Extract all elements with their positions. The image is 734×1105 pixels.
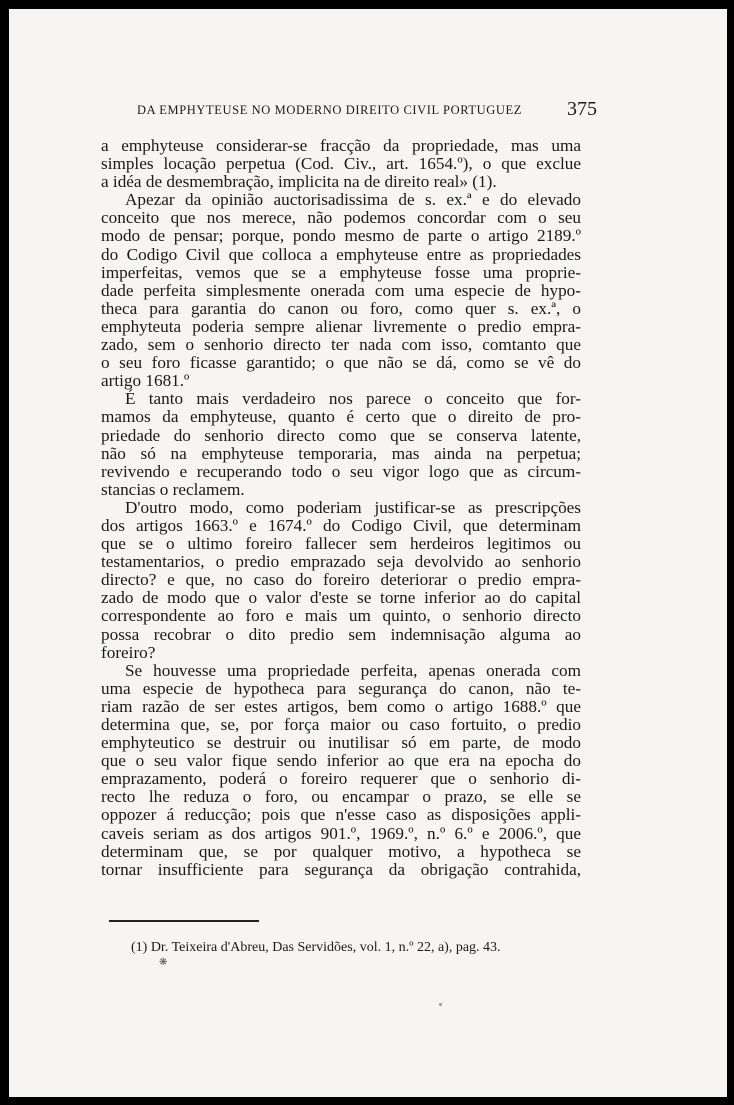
text-line: o seu foro ficasse garantido; o que não se dá, como se vê do [101, 353, 581, 373]
text-line: que o seu valor fique sendo inferior ao que era na epocha do [101, 751, 581, 771]
text-line: uma especie de hypotheca para segurança do canon, não te- [101, 678, 581, 698]
text-line: foreiro? [101, 642, 156, 662]
text-line: Apezar da opinião auctorisadissima de s. ex.ª e do elevado [125, 190, 581, 210]
footnote-rule [109, 920, 259, 922]
running-header [137, 98, 597, 120]
text-line: priedade do senhorio directo como que se conserva latente, [101, 425, 581, 445]
text-line: Se houvesse uma propriedade perfeita, apenas onerada com [125, 660, 581, 680]
text-line: a idéa de desmembração, implicita na de direito real» (1). [101, 172, 497, 192]
asterisk-mark: ❋ [159, 957, 168, 968]
text-line: correspondente ao foro e mais um quinto, o senhorio directo [101, 606, 581, 626]
text-line: dade perfeita simplesmente onerada com uma especie de hypo- [101, 280, 581, 300]
page-number: 375 [567, 98, 597, 120]
text-line: possa recobrar o dito predio sem indemnisação alguma ao [101, 624, 581, 644]
book-page [9, 9, 727, 1097]
text-line: conceito que nos merece, não podemos concordar com o seu [101, 208, 581, 228]
text-line: revivendo e recuperando todo o seu vigor logo que as circum- [101, 461, 581, 481]
text-line: tornar insufficiente para segurança da obrigação contrahida, [101, 859, 581, 879]
text-line: caveis seriam as dos artigos 901.º, 1969.º, n.º 6.º e 2006.º, que [101, 823, 581, 843]
text-line: modo de pensar; porque, pondo mesmo de parte o artigo 2189.º [101, 226, 581, 246]
text-line: D'outro modo, como poderiam justificar-se as prescripções [125, 497, 581, 517]
text-line: a emphyteuse considerar-se fracção da propriedade, mas uma [101, 136, 581, 155]
text-line: oppozer á reducção; pois que n'esse caso as disposições appli- [101, 805, 581, 825]
text-line: recto lhe reduza o foro, ou encampar o prazo, se elle se [101, 787, 581, 807]
text-line: determinam que, se por qualquer motivo, a hypotheca se [101, 841, 581, 861]
text-line: emphyteutico se destruir ou inutilisar só em parte, de modo [101, 733, 581, 753]
text-line: emprazamento, poderá o foreiro requerer que o senhorio di- [101, 769, 581, 789]
text-line: não só na emphyteuse temporaria, mas ainda na perpetua; [101, 443, 581, 463]
text-line: stancias o reclamem. [101, 479, 245, 499]
text-line: simples locação perpetua (Cod. Civ., art. 1654.º), o que exclue [101, 154, 581, 174]
text-line: É tanto mais verdadeiro nos parece o conceito que for- [125, 389, 581, 409]
text-line: zado, sem o senhorio directo ter nada com isso, comtanto que [101, 335, 581, 355]
footnote: (1) Dr. Teixeira d'Abreu, Das Servidões, vol. 1, n.º 22, a), pag. 43. [131, 940, 501, 955]
text-line: mamos da emphyteuse, quanto é certo que o direito de pro- [101, 407, 581, 427]
text-line: determina que, se, por força maior ou caso fortuito, o predio [101, 715, 581, 734]
text-line: emphyteuta poderia sempre alienar livremente o predio empra- [101, 316, 581, 336]
text-line: dos artigos 1663.º e 1674.º do Codigo Civil, que determinam [101, 515, 581, 535]
text-line: do Codigo Civil que colloca a emphyteuse entre as propriedades [101, 244, 581, 264]
text-line: que se o ultimo foreiro fallecer sem herdeiros legitimos ou [101, 534, 581, 554]
body-text [101, 137, 581, 879]
text-line: riam razão de ser estes artigos, bem como o artigo 1688.º que [101, 696, 581, 716]
running-title: DA EMPHYTEUSE NO MODERNO DIREITO CIVIL PORTUGUEZ [137, 103, 522, 117]
paper-speck [439, 1003, 442, 1006]
text-line: zado de modo que o valor d'este se torne inferior ao do capital [101, 588, 581, 608]
text-line: artigo 1681.º [101, 371, 190, 391]
text-line: theca para garantia do canon ou foro, como quer s. ex.ª, o [101, 298, 581, 318]
text-line: directo? e que, no caso do foreiro deteriorar o predio empra- [101, 570, 581, 590]
text-line: testamentarios, o predio emprazado seja devolvido ao senhorio [101, 552, 581, 572]
text-line: imperfeitas, vemos que se a emphyteuse fosse uma proprie- [101, 262, 581, 282]
